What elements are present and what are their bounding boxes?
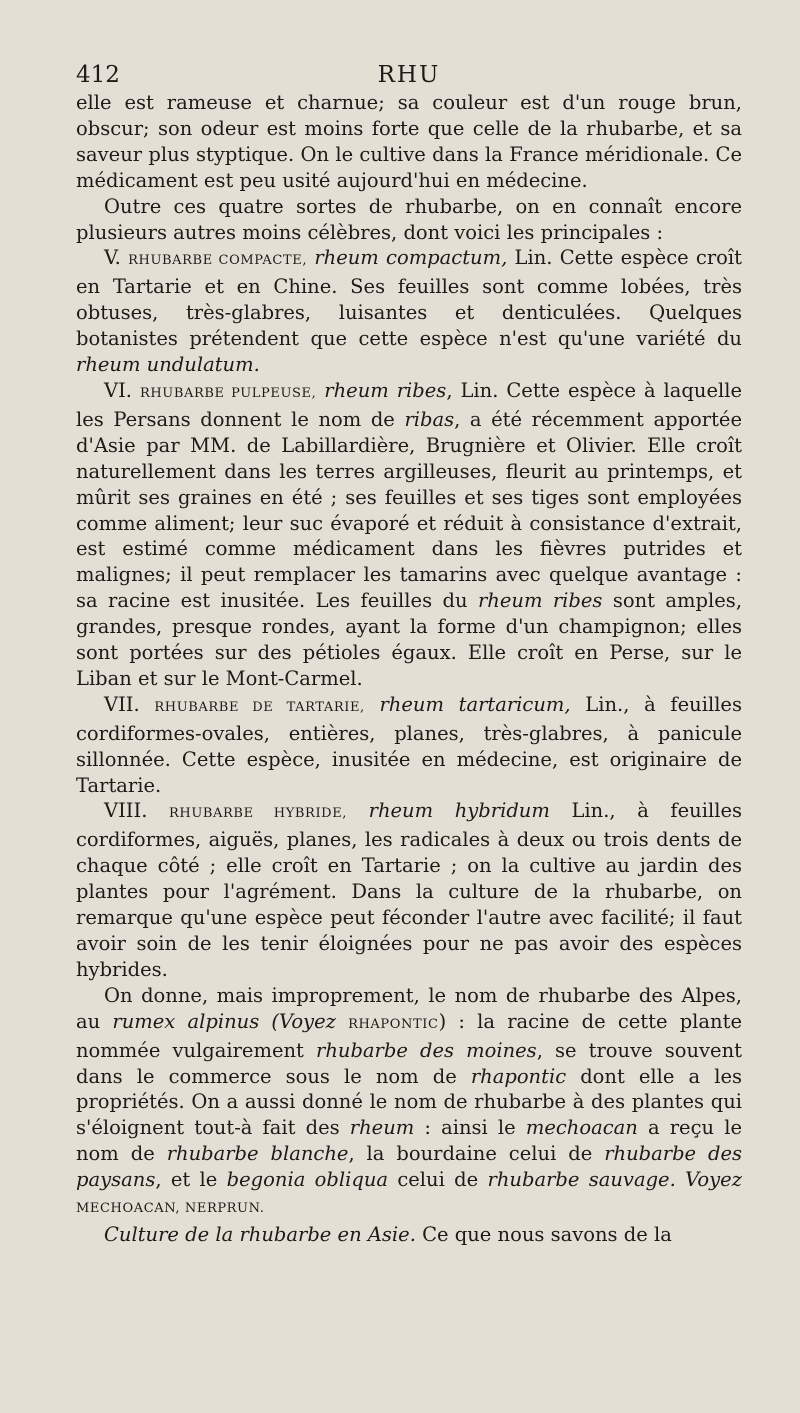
cross-reference: MECHOACAN, NERPRUN. <box>76 1201 265 1217</box>
latin-name: rumex alpinus <box>112 1009 260 1033</box>
common-name: mechoacan <box>525 1116 638 1140</box>
paragraph-species-viii <box>76 798 742 982</box>
paragraph-1: elle est rameuse et charnue; sa couleur est d'un rouge brun, obscur; son odeur est moins forte que celle de la rhubarbe, et sa saveur plus styptique. On le cultive dans la France méridionale. Ce médicament est peu usité aujourd'hui en médecine. <box>76 91 742 192</box>
page-number: 412 <box>76 62 120 88</box>
paragraph-species-vii <box>76 692 742 799</box>
latin-name: begonia obliqua <box>226 1168 389 1192</box>
species-name: RHUBARBE DE TARTARIE, <box>154 699 365 715</box>
paragraph-2: Outre ces quatre sortes de rhubarbe, on en connaît encore plusieurs autres moins célèbres, dont voici les principales : <box>76 194 742 244</box>
species-text: Lin. Cette espèce croît en Tartarie et en Chine. Ses feuilles sont comme lobées, très obtuses, très-glabres, luisantes et denticulées. Quelques botanistes prétendent que cette espèce n'est qu'une variété du <box>76 246 742 351</box>
common-name: rhapontic <box>470 1064 567 1088</box>
text-run: , et le <box>155 1168 218 1192</box>
paragraph-7 <box>76 983 742 1222</box>
species-latin: rheum hybridum <box>368 799 550 823</box>
species-name: RHUBARBE COMPACTE, <box>128 253 308 269</box>
paragraph-species-vi <box>76 378 742 692</box>
section-heading: Culture de la rhubarbe en Asie. <box>104 1222 416 1246</box>
species-text: Lin., à feuilles cordiformes, aiguës, planes, les radicales à deux ou trois dents de chaque côté ; elle croît en Tartarie ; on la cultive au jardin des plantes pour l'agrément. Dans la culture de la rhubarbe, on remarque qu'une espèce peut féconder l'autre avec facilité; il faut avoir soin de les tenir éloignées pour ne pas avoir des espèces hybrides. <box>76 799 743 981</box>
species-number: VI. <box>104 378 132 402</box>
paragraph-species-v <box>76 245 742 378</box>
common-name: rhubarbe blanche <box>166 1142 349 1166</box>
running-title: RHU <box>377 62 441 88</box>
common-name: rhubarbe des moines <box>316 1038 537 1062</box>
cross-reference-label: (Voyez <box>271 1009 336 1033</box>
text-run: On donne, mais improprement, le nom de rhubarbe des Alpes, au <box>76 983 742 1033</box>
common-name: rhubarbe des paysans <box>76 1142 743 1192</box>
cross-reference: RHAPONTIC <box>348 1016 439 1032</box>
species-latin: rheum ribes <box>324 378 447 402</box>
species-number: VII. <box>104 692 140 716</box>
species-text: sont amples, grandes, presque rondes, ayant la forme d'un champignon; elles sont portées sur des pétioles égaux. Elle croît en Perse, sur le Liban et sur le Mont-Carmel. <box>76 589 743 690</box>
paragraph-8 <box>76 1222 742 1248</box>
species-text: , a été récemment apportée d'Asie par MM. de Labillardière, Brugnière et Olivier. Elle croît naturellement dans les terres argilleuses, fleurit au printemps, et mûrit ses graines en été ; ses feuilles et ses tiges sont employées comme aliment; leur suc évaporé et réduit à consistance d'extrait, est estimé comme médicament dans les fièvres putrides et malignes; il peut remplacer les tamarins avec quelque avantage : sa racine est inusitée. Les feuilles du <box>76 407 743 613</box>
species-latin: rheum ribes <box>477 589 603 613</box>
page-header <box>76 62 742 92</box>
text-run: , se trouve souvent dans le commerce sous le nom de <box>76 1038 742 1088</box>
persian-name: ribas <box>404 407 455 431</box>
common-name: rhubarbe sauvage. <box>487 1168 676 1192</box>
species-number: VIII. <box>104 799 148 823</box>
species-latin: rheum compactum, <box>314 246 508 270</box>
species-number: V. <box>104 246 121 270</box>
latin-name: rheum <box>349 1116 415 1140</box>
text-run: , la bourdaine celui de <box>348 1142 593 1166</box>
species-text: , Lin. Cette espèce à laquelle les Persans donnent le nom de <box>76 378 743 431</box>
species-name: RHUBARBE PULPEUSE, <box>139 385 317 401</box>
text-run: Ce que nous savons de la <box>422 1222 672 1246</box>
cross-reference-label: Voyez <box>685 1168 742 1192</box>
text-run: dont elle a les propriétés. On a aussi donné le nom de rhubarbe à des plantes qui s'éloignent tout-à fait des <box>76 1064 742 1140</box>
species-latin: rheum tartaricum, <box>379 692 571 716</box>
text-run: : ainsi le <box>424 1116 516 1140</box>
page-body <box>76 90 742 1248</box>
text-run: celui de <box>397 1168 479 1192</box>
text-run: a reçu le nom de <box>76 1116 742 1166</box>
species-latin-end: rheum undulatum. <box>76 353 260 377</box>
text-run: ) : la racine de cette plante nommée vulgairement <box>76 1009 742 1062</box>
species-name: RHUBARBE HYBRIDE, <box>169 806 348 822</box>
species-text: Lin., à feuilles cordiformes-ovales, entières, planes, très-glabres, à panicule sillonnée. Cette espèce, inusitée en médecine, est originaire de Tartarie. <box>76 692 742 797</box>
